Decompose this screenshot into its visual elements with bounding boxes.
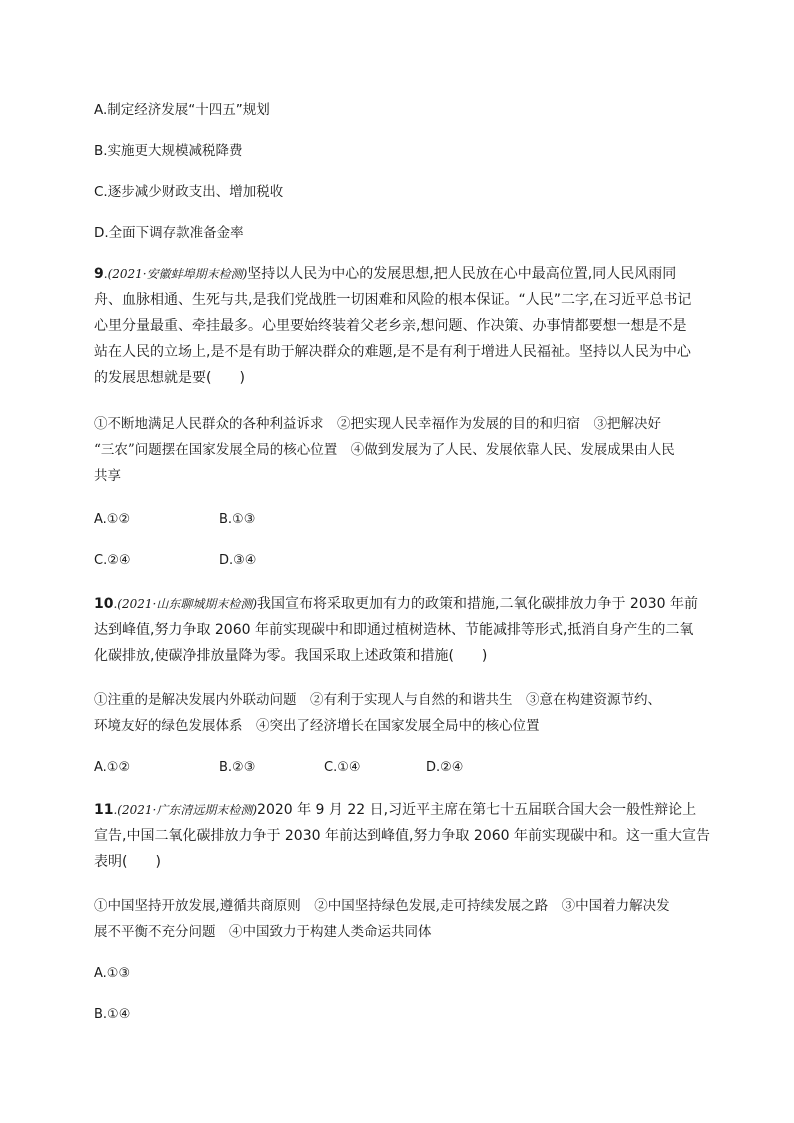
q10-option-d: D.②④ <box>426 760 464 775</box>
q11-statement-line-2: 展不平衡不充分问题 ④中国致力于构建人类命运共同体 <box>94 924 432 940</box>
q11-text-1: 2020 年 9 月 22 日,习近平主席在第七十五届联合国大会一般性辩论上 <box>257 802 697 818</box>
q10-source: .(2021·山东聊城期末检测) <box>113 597 258 611</box>
option-d: D.全面下调存款准备金率 <box>94 225 244 241</box>
q10-option-c: C.①④ <box>324 760 361 775</box>
q9-option-a: A.①② <box>94 512 131 527</box>
q10-option-b: B.②③ <box>219 760 256 775</box>
q9-statement-line-1: ①不断地满足人民群众的各种利益诉求 ②把实现人民幸福作为发展的目的和归宿 ③把解决好 <box>94 416 661 432</box>
q9-number: 9 <box>94 266 104 282</box>
q10-text-1: 我国宣布将采取更加有力的政策和措施,二氧化碳排放力争于 2030 年前 <box>257 596 699 612</box>
q11-stem-line-2: 宣告,中国二氧化碳排放力争于 2030 年前达到峰值,努力争取 2060 年前实现碳中和。这一重大宣告 <box>94 828 710 844</box>
q11-stem-line-3: 表明( ) <box>94 854 161 870</box>
q11-stem-line-1 <box>94 800 696 820</box>
q9-option-d: D.③④ <box>219 553 257 568</box>
q9-option-c: C.②④ <box>94 553 131 568</box>
q10-statement-line-1: ①注重的是解决发展内外联动问题 ②有利于实现人与自然的和谐共生 ③意在构建资源节约、 <box>94 692 661 708</box>
q11-option-b: B.①④ <box>94 1007 131 1022</box>
q11-option-a: A.①③ <box>94 966 131 981</box>
q10-number: 10 <box>94 596 114 612</box>
option-b: B.实施更大规模减税降费 <box>94 143 243 159</box>
q10-stem-line-1 <box>94 594 698 614</box>
option-a: A.制定经济发展“十四五”规划 <box>94 102 270 118</box>
option-c: C.逐步减少财政支出、增加税收 <box>94 184 284 200</box>
q9-stem-line-2: 舟、血脉相通、生死与共,是我们党战胜一切困难和风险的根本保证。“人民”二字,在习近平总书记 <box>94 292 692 308</box>
q10-option-a: A.①② <box>94 760 131 775</box>
q9-stem-line-3: 心里分量最重、牵挂最多。心里要始终装着父老乡亲,想问题、作决策、办事情都要想一想是不是 <box>94 318 687 334</box>
q10-stem-line-3: 化碳排放,使碳净排放量降为零。我国采取上述政策和措施( ) <box>94 648 488 664</box>
q9-stem-line-1 <box>94 264 676 284</box>
q10-stem-line-2: 达到峰值,努力争取 2060 年前实现碳中和即通过植树造林、节能减排等形式,抵消自身产生的二氧 <box>94 622 694 638</box>
q11-number: 11 <box>94 802 114 818</box>
q9-source: .(2021·安徽蚌埠期末检测) <box>103 267 248 281</box>
q9-statement-line-3: 共享 <box>94 468 121 484</box>
q9-stem-line-4: 站在人民的立场上,是不是有助于解决群众的难题,是不是有利于增进人民福祉。坚持以人民为中心 <box>94 344 691 360</box>
q10-statement-line-2: 环境友好的绿色发展体系 ④突出了经济增长在国家发展全局中的核心位置 <box>94 718 540 734</box>
q11-statement-line-1: ①中国坚持开放发展,遵循共商原则 ②中国坚持绿色发展,走可持续发展之路 ③中国着力解决发 <box>94 898 670 914</box>
q9-text-1: 坚持以人民为中心的发展思想,把人民放在心中最高位置,同人民风雨同 <box>247 266 677 282</box>
q9-stem-line-5: 的发展思想就是要( ) <box>94 370 245 386</box>
q9-option-b: B.①③ <box>219 512 256 527</box>
q9-statement-line-2: “三农”问题摆在国家发展全局的核心位置 ④做到发展为了人民、发展依靠人民、发展成果由人民 <box>94 442 675 458</box>
q11-source: .(2021·广东清远期末检测) <box>113 803 258 817</box>
